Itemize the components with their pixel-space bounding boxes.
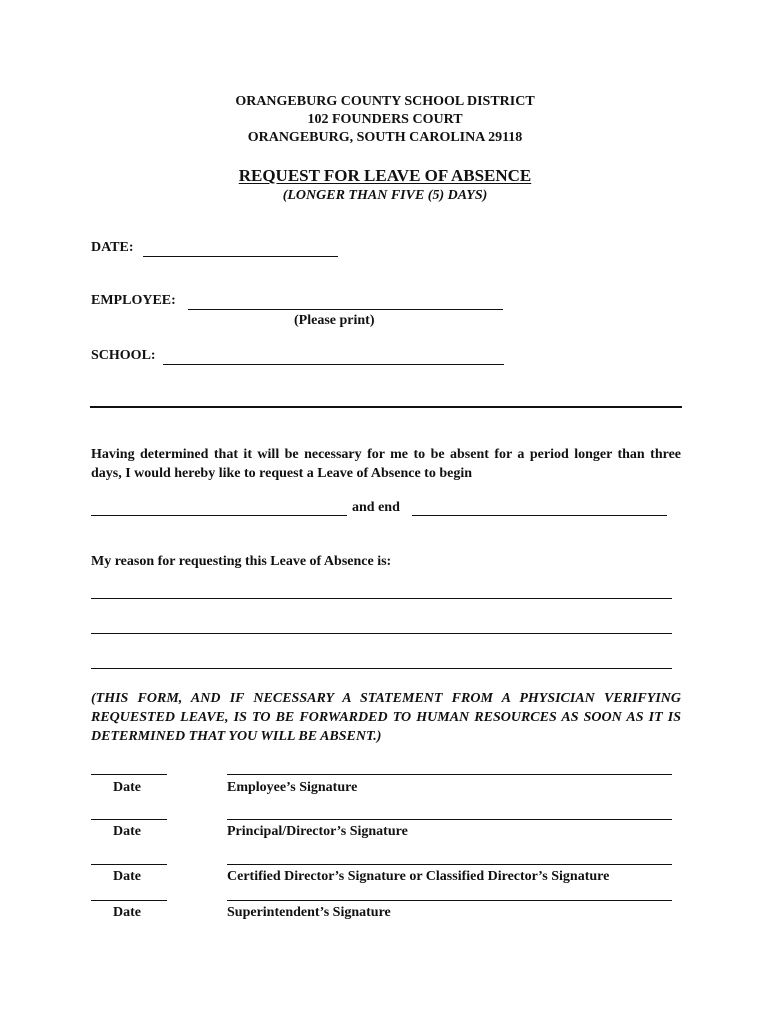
district-street: 102 FOUNDERS COURT <box>307 112 463 127</box>
reason-line[interactable] <box>91 598 672 599</box>
form-subtitle: (LONGER THAN FIVE (5) DAYS) <box>282 188 488 203</box>
reason-label: My reason for requesting this Leave of Absence is: <box>91 554 392 569</box>
signature-line[interactable] <box>227 819 672 820</box>
signature-date-line[interactable] <box>91 864 167 865</box>
district-city: ORANGEBURG, SOUTH CAROLINA 29118 <box>247 130 523 145</box>
date-label: DATE: <box>91 240 134 255</box>
request-paragraph: Having determined that it will be necessary for me to be absent for a period longer than three days, I would hereby like to request a Leave of Absence to begin <box>91 447 681 481</box>
form-title: REQUEST FOR LEAVE OF ABSENCE <box>238 166 532 185</box>
signature-role-label: Employee’s Signature <box>227 780 358 795</box>
signature-role-label: Principal/Director’s Signature <box>227 824 408 839</box>
signature-date-label: Date <box>113 780 141 795</box>
signature-line[interactable] <box>227 900 672 901</box>
district-name: ORANGEBURG COUNTY SCHOOL DISTRICT <box>235 94 535 109</box>
signature-role-label: Certified Director’s Signature or Classified Director’s Signature <box>227 869 610 884</box>
signature-date-label: Date <box>113 824 141 839</box>
reason-line[interactable] <box>91 633 672 634</box>
signature-date-label: Date <box>113 869 141 884</box>
employee-hint: (Please print) <box>294 313 375 328</box>
forwarding-notice: (THIS FORM, AND IF NECESSARY A STATEMENT FROM A PHYSICIAN VERIFYING REQUESTED LEAVE, IS TO BE FORWARDED TO HUMAN RESOURCES AS SOON AS IT IS DETERMINED THAT YOU WILL BE ABSENT.) <box>91 691 681 744</box>
date-field[interactable] <box>143 256 338 257</box>
school-field[interactable] <box>163 364 504 365</box>
employee-field[interactable] <box>188 309 503 310</box>
school-label: SCHOOL: <box>91 348 156 363</box>
employee-label: EMPLOYEE: <box>91 293 176 308</box>
and-end-label: and end <box>352 500 400 515</box>
section-divider <box>90 406 682 408</box>
begin-date-field[interactable] <box>91 515 347 516</box>
end-date-field[interactable] <box>412 515 667 516</box>
signature-line[interactable] <box>227 774 672 775</box>
reason-line[interactable] <box>91 668 672 669</box>
signature-date-line[interactable] <box>91 900 167 901</box>
signature-line[interactable] <box>227 864 672 865</box>
signature-role-label: Superintendent’s Signature <box>227 905 391 920</box>
signature-date-line[interactable] <box>91 774 167 775</box>
signature-date-line[interactable] <box>91 819 167 820</box>
signature-date-label: Date <box>113 905 141 920</box>
